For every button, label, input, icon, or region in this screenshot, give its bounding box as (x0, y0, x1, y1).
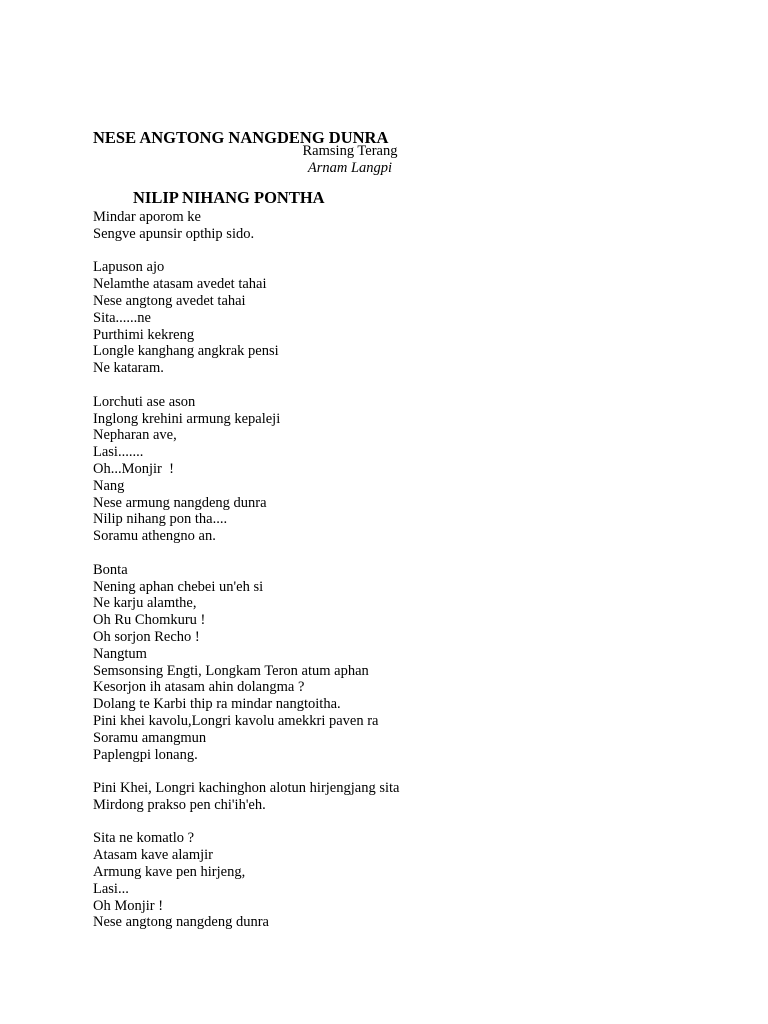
poem-line: Armung kave pen hirjeng, (93, 864, 246, 881)
poem-line: Oh sorjon Recho ! (93, 628, 200, 645)
poem-line: Nening aphan chebei un'eh si (93, 578, 264, 595)
title-line-2: NILIP NIHANG PONTHA (133, 188, 325, 207)
poem-line: Soramu amangmun (93, 729, 207, 746)
poem-line: Kesorjon ih atasam ahin dolangma ? (93, 679, 305, 696)
poem-line: Longle kanghang angkrak pensi (93, 343, 279, 360)
stanza (93, 830, 399, 931)
poem-line: Nelamthe atasam avedet tahai (93, 276, 267, 293)
poem-line: Mindar aporom ke (93, 209, 201, 225)
author-name-1: Ramsing Terang (302, 143, 398, 159)
poem-line: Pini khei kavolu,Longri kavolu amekkri paven ra (93, 712, 379, 729)
poem-line: Purthimi kekreng (93, 326, 195, 343)
poem-line: Sita......ne (93, 309, 151, 326)
poem-line: Ne kataram. (93, 360, 164, 377)
stanza (93, 562, 399, 764)
poem-line: Oh...Monjir ! (93, 460, 174, 477)
poem-line: Paplengpi lonang. (93, 746, 198, 763)
stanza (93, 259, 399, 377)
poem-line: Nangtum (93, 645, 147, 662)
poem-line: Lasi... (93, 880, 129, 897)
poem-line: Nese armung nangdeng dunra (93, 494, 267, 511)
poem-line: Oh Ru Chomkuru ! (93, 612, 206, 629)
poem-line: Nese angtong avedet tahai (93, 292, 246, 309)
poem-line: Oh Monjir ! (93, 897, 164, 914)
poem-line: Sengve apunsir opthip sido. (93, 225, 255, 242)
stanza (93, 209, 399, 243)
poem-line: Atasam kave alamjir (93, 847, 213, 864)
title-line-1: NESE ANGTONG NANGDENG DUNRA (93, 128, 389, 147)
poem-line: Dolang te Karbi thip ra mindar nangtoitha. (93, 696, 341, 713)
poem-line: Sita ne komatlo ? (93, 830, 195, 847)
poem-line: Nese angtong nangdeng dunra (93, 914, 269, 931)
poem-line: Ne karju alamthe, (93, 595, 197, 612)
poem-line: Mirdong prakso pen chi'ih'eh. (93, 796, 266, 813)
poem-line: Pini Khei, Longri kachinghon alotun hirjengjang sita (93, 780, 400, 797)
stanza (93, 394, 399, 545)
poem-body (93, 209, 399, 948)
poem-line: Lapuson ajo (93, 259, 165, 276)
poem-line: Bonta (93, 561, 128, 578)
poem-line: Nilip nihang pon tha.... (93, 511, 228, 528)
poem-line: Lasi....... (93, 444, 144, 461)
author-name-2: Arnam Langpi (307, 160, 393, 176)
poem-line: Semsonsing Engti, Longkam Teron atum aphan (93, 662, 369, 679)
poem-line: Nepharan ave, (93, 427, 177, 444)
poem-line: Lorchuti ase ason (93, 393, 196, 410)
poem-line: Soramu athengno an. (93, 528, 216, 545)
poem-line: Nang (93, 477, 125, 494)
author-block (200, 143, 500, 177)
poem-line: Inglong krehini armung kepaleji (93, 410, 281, 427)
stanza (93, 780, 399, 814)
